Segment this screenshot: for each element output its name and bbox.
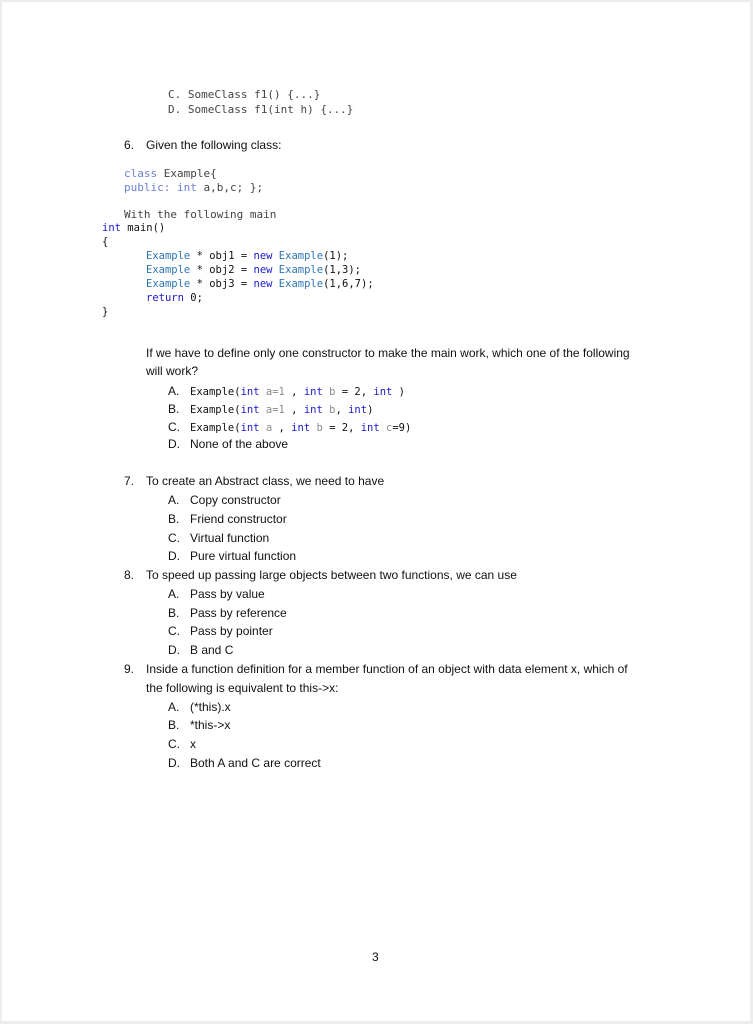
main-signature xyxy=(102,222,165,234)
option-letter: A. xyxy=(168,384,180,398)
code-fragment: ) xyxy=(367,404,374,416)
int-keyword: int xyxy=(348,404,368,416)
q7-prompt: To create an Abstract class, we need to have xyxy=(146,474,385,488)
q9-number: 9. xyxy=(124,662,135,676)
return-value: 0; xyxy=(190,292,203,304)
page-number: 3 xyxy=(372,950,379,964)
ctor-name: Example xyxy=(278,278,324,290)
option-letter: A. xyxy=(168,493,180,507)
q7-option-b xyxy=(168,512,287,526)
int-keyword: int xyxy=(240,404,260,416)
code-fragment: = 2, xyxy=(322,422,361,434)
option-text: None of the above xyxy=(190,437,289,451)
type-name: Example xyxy=(146,264,191,276)
new-keyword: new xyxy=(253,278,273,290)
prev-option-c: C. SomeClass f1() {...} xyxy=(168,88,321,101)
q6-option-c xyxy=(168,420,411,434)
return-keyword: return xyxy=(146,292,184,304)
public-keyword: public: xyxy=(124,181,171,194)
code-line xyxy=(146,264,361,276)
code-line xyxy=(146,278,374,290)
ctor-args: (1,6,7); xyxy=(323,278,374,290)
return-line xyxy=(146,292,203,304)
option-text: Both A and C are correct xyxy=(190,756,321,770)
type-name: Example xyxy=(146,278,191,290)
ctor-name: Example xyxy=(278,250,324,262)
int-keyword: int xyxy=(373,386,393,398)
param-name: b xyxy=(310,422,323,434)
q8-option-c xyxy=(168,624,273,638)
new-keyword: new xyxy=(253,250,273,262)
q7-number: 7. xyxy=(124,474,135,488)
q8-header xyxy=(124,568,517,582)
q6-option-b xyxy=(168,402,373,416)
q9-prompt-line1: Inside a function definition for a member function of an object with data element x, which of xyxy=(146,662,628,676)
option-text: Pure virtual function xyxy=(190,549,297,563)
ctor-args: (1); xyxy=(323,250,349,262)
type-name: Example xyxy=(146,250,191,262)
code-fragment: , xyxy=(335,404,349,416)
option-letter: A. xyxy=(168,700,180,714)
class-body-line xyxy=(124,181,263,194)
code-fragment: Example( xyxy=(190,422,241,434)
param-name: a=1 xyxy=(259,404,285,416)
q7-option-c xyxy=(168,531,269,545)
option-text: Pass by value xyxy=(190,587,265,601)
option-letter: D. xyxy=(168,437,180,451)
q7-option-a xyxy=(168,493,281,507)
q9-header xyxy=(124,662,628,676)
main-close-brace: } xyxy=(102,306,109,318)
q8-option-a xyxy=(168,587,265,601)
option-letter: B. xyxy=(168,512,180,526)
option-letter: B. xyxy=(168,606,180,620)
ctor-name: Example xyxy=(278,264,324,276)
option-letter: C. xyxy=(168,420,180,434)
q7-header xyxy=(124,474,384,488)
class-keyword: class xyxy=(124,167,158,180)
int-keyword: int xyxy=(303,386,323,398)
param-name: b xyxy=(322,386,336,398)
class-members: a,b,c; }; xyxy=(203,181,264,194)
q7-option-d xyxy=(168,549,296,563)
with-main-text: With the following main xyxy=(124,208,277,221)
q9-option-a xyxy=(168,700,231,714)
option-letter: D. xyxy=(168,756,180,770)
q8-number: 8. xyxy=(124,568,135,582)
q6-question-line1: If we have to define only one constructor to make the main work, which one of the following xyxy=(146,346,630,360)
option-letter: C. xyxy=(168,737,180,751)
option-text: (*this).x xyxy=(190,700,231,714)
q8-prompt: To speed up passing large objects between two functions, we can use xyxy=(146,568,517,582)
code-fragment: , xyxy=(284,404,304,416)
prev-option-d: D. SomeClass f1(int h) {...} xyxy=(168,103,354,116)
option-text: x xyxy=(190,737,196,751)
code-line xyxy=(146,250,348,262)
q9-option-c xyxy=(168,737,196,751)
code-fragment: = 2, xyxy=(335,386,374,398)
option-letter: D. xyxy=(168,643,180,657)
class-name: Example{ xyxy=(163,167,217,180)
q8-option-d xyxy=(168,643,233,657)
code-fragment: =9) xyxy=(392,422,412,434)
code-mid: * obj2 = xyxy=(196,264,248,276)
code-mid: * obj1 = xyxy=(196,250,248,262)
q6-prompt: Given the following class: xyxy=(146,138,282,152)
q6-option-d xyxy=(168,437,288,451)
document-page xyxy=(2,2,750,1021)
ctor-args: (1,3); xyxy=(323,264,361,276)
code-mid: * obj3 = xyxy=(196,278,248,290)
option-letter: B. xyxy=(168,718,180,732)
option-letter: B. xyxy=(168,402,180,416)
param-name: a=1 xyxy=(259,386,285,398)
option-text: Pass by pointer xyxy=(190,624,273,638)
q6-header xyxy=(124,138,281,152)
main-open-brace: { xyxy=(102,236,109,248)
code-fragment: Example( xyxy=(190,404,241,416)
code-fragment: Example( xyxy=(190,386,241,398)
code-fragment: , xyxy=(284,386,304,398)
int-keyword: int xyxy=(176,181,197,194)
param-name: b xyxy=(322,404,336,416)
q9-option-b xyxy=(168,718,230,732)
int-keyword: int xyxy=(360,422,380,434)
option-text: Copy constructor xyxy=(190,493,281,507)
option-text: *this->x xyxy=(190,718,231,732)
option-text: B and C xyxy=(190,643,234,657)
option-letter: C. xyxy=(168,531,180,545)
option-letter: C. xyxy=(168,624,180,638)
q6-number: 6. xyxy=(124,138,135,152)
int-keyword: int xyxy=(303,404,323,416)
q9-option-d xyxy=(168,756,321,770)
class-decl-line xyxy=(124,167,217,180)
option-letter: D. xyxy=(168,549,180,563)
code-fragment: ) xyxy=(392,386,405,398)
q6-question-line2: will work? xyxy=(146,364,199,378)
q6-option-a xyxy=(168,384,405,398)
option-text: Friend constructor xyxy=(190,512,287,526)
param-name: a xyxy=(259,422,273,434)
q9-prompt-line2: the following is equivalent to this->x: xyxy=(146,681,339,695)
int-keyword: int xyxy=(291,422,311,434)
option-letter: A. xyxy=(168,587,180,601)
q8-option-b xyxy=(168,606,287,620)
new-keyword: new xyxy=(253,264,273,276)
main-name: main() xyxy=(127,222,166,234)
option-text: Pass by reference xyxy=(190,606,287,620)
main-int-keyword: int xyxy=(102,222,121,234)
int-keyword: int xyxy=(240,422,260,434)
option-text: Virtual function xyxy=(190,531,270,545)
int-keyword: int xyxy=(240,386,260,398)
param-name: c xyxy=(379,422,393,434)
code-fragment: , xyxy=(272,422,292,434)
